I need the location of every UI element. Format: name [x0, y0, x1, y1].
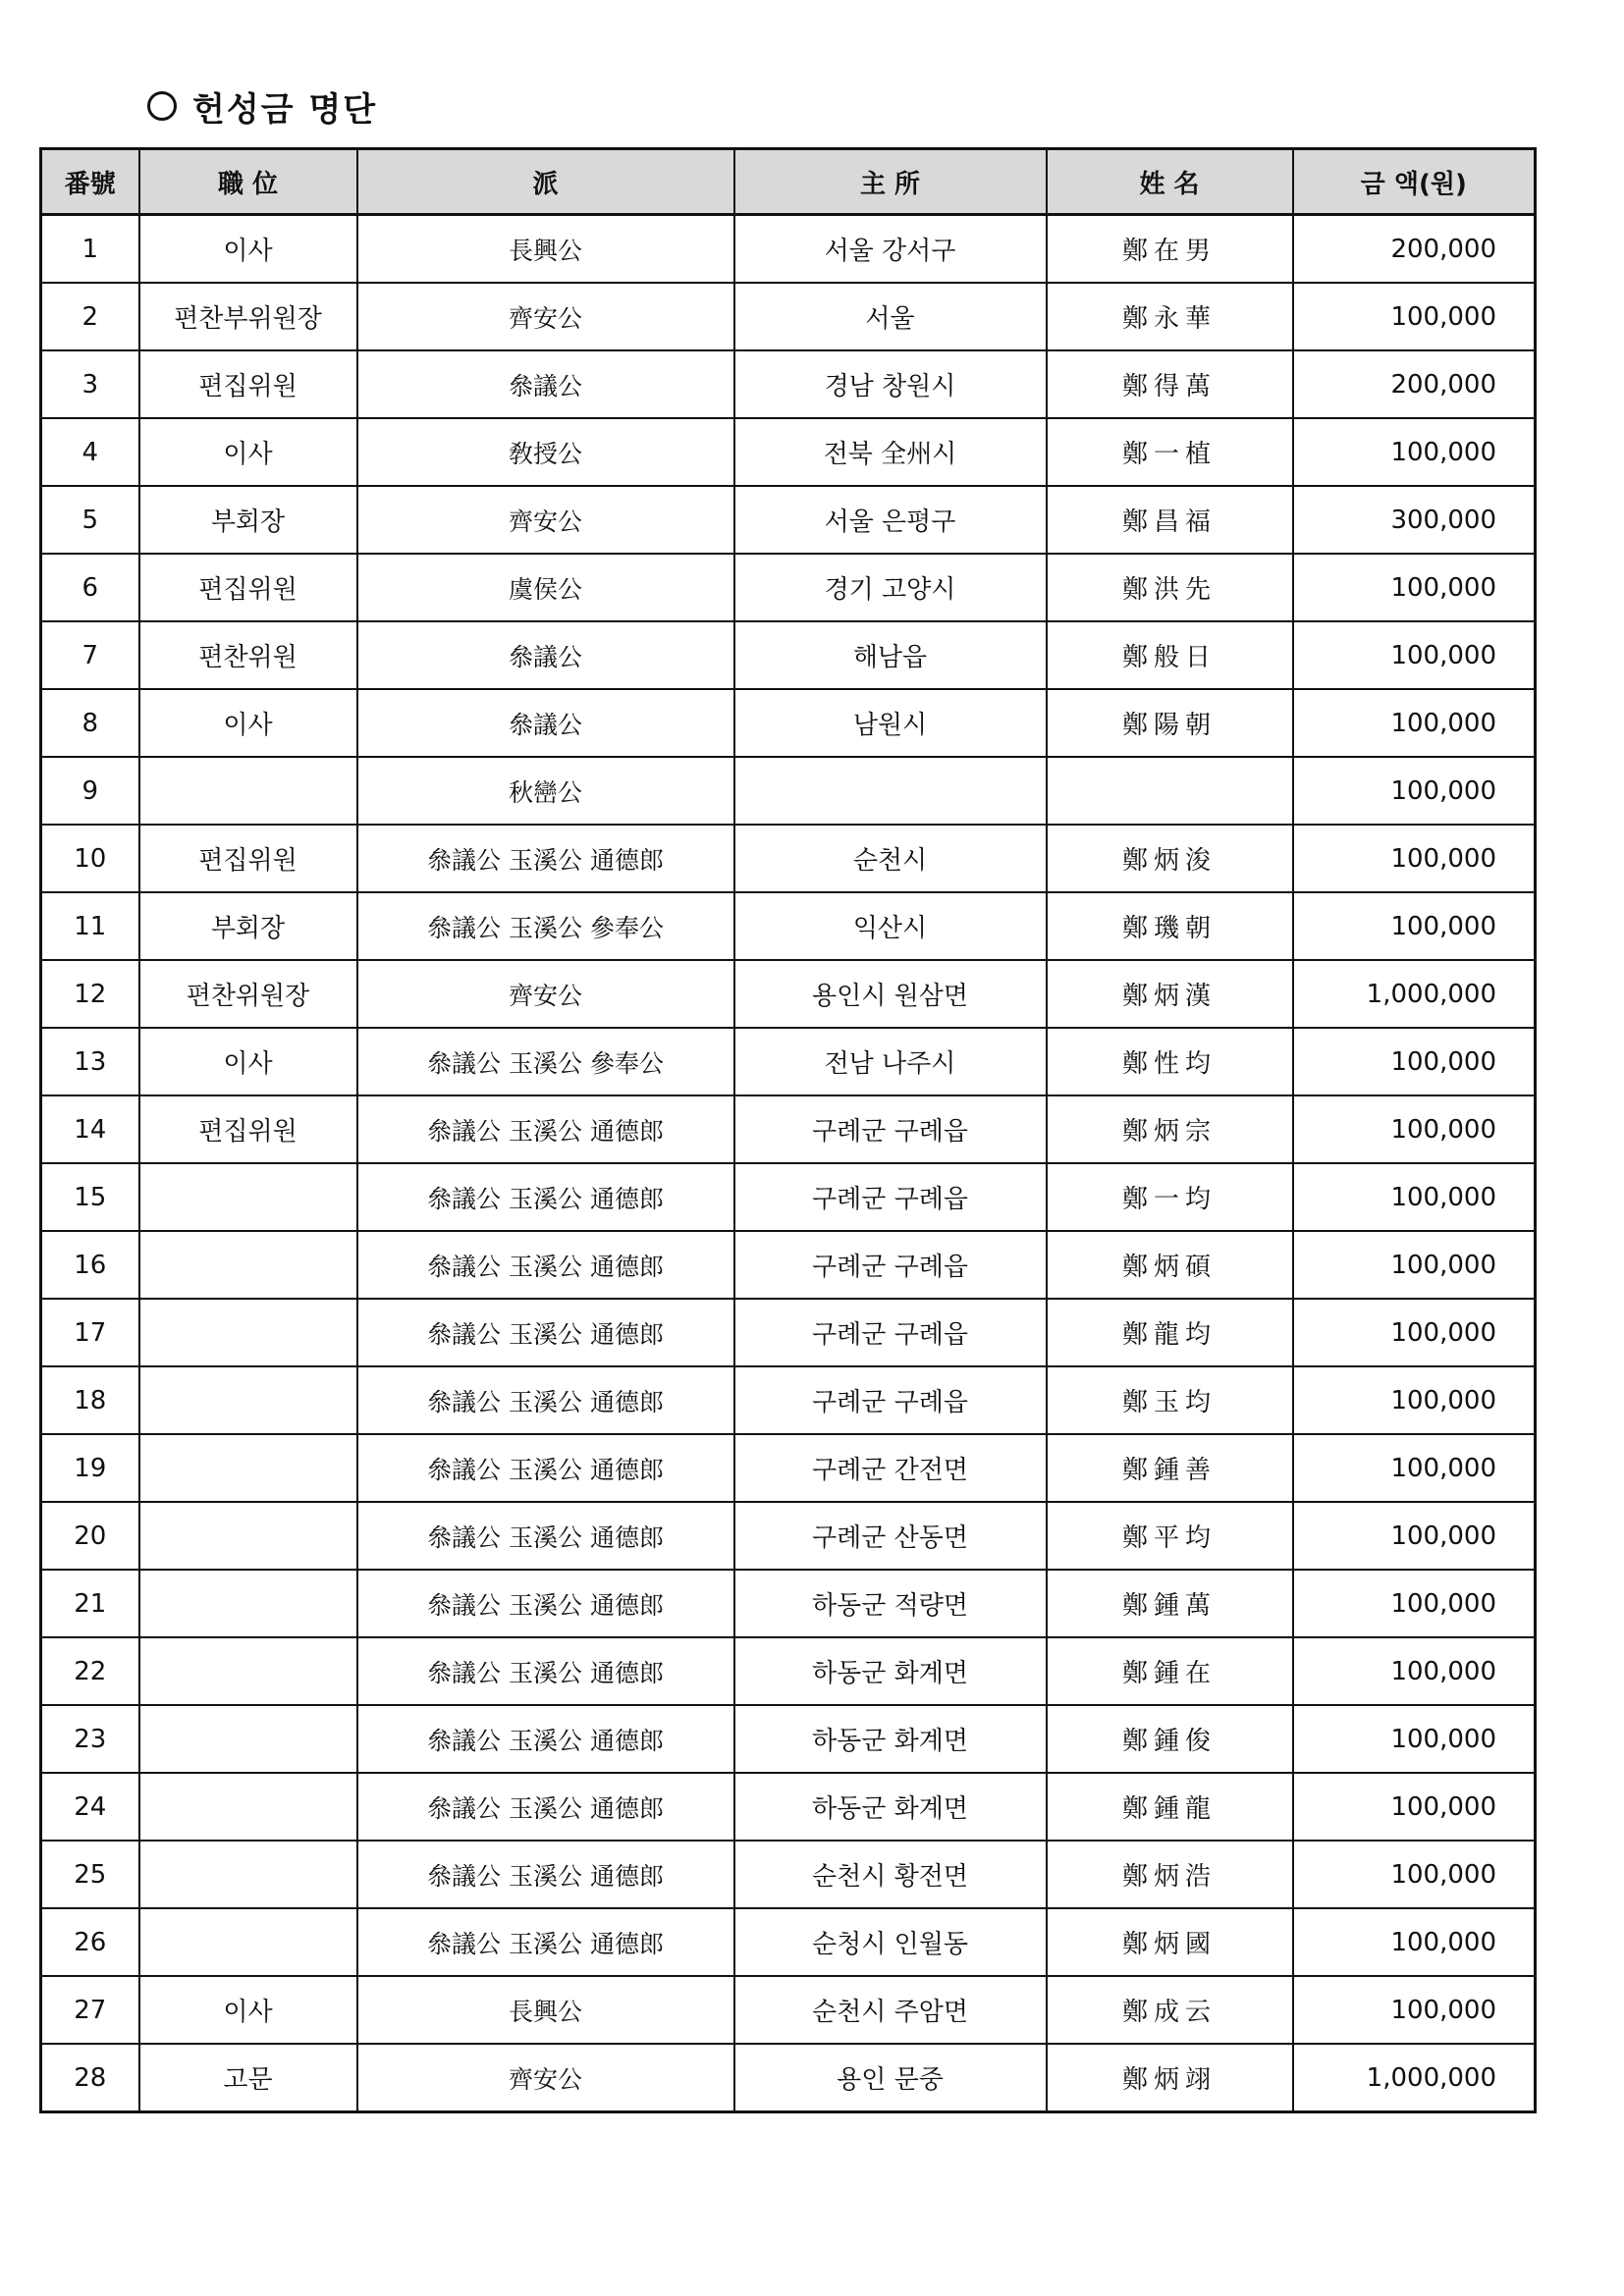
cell-branch: 叅議公 玉溪公 通德郎	[357, 1637, 734, 1705]
cell-address: 구례군 구례읍	[734, 1163, 1047, 1231]
cell-position: 부회장	[139, 486, 357, 554]
cell-branch: 叅議公 玉溪公 通德郎	[357, 1841, 734, 1908]
cell-number: 9	[41, 757, 139, 825]
table-row	[41, 1434, 1536, 1502]
cell-address: 전북 全州시	[734, 418, 1047, 486]
cell-position: 편집위원	[139, 825, 357, 892]
cell-address: 구례군 구례읍	[734, 1095, 1047, 1163]
table-row	[41, 215, 1536, 284]
cell-number: 21	[41, 1570, 139, 1637]
cell-address: 경남 창원시	[734, 350, 1047, 418]
cell-number: 1	[41, 215, 139, 284]
table-row	[41, 1095, 1536, 1163]
cell-number: 22	[41, 1637, 139, 1705]
cell-amount: 100,000	[1293, 1502, 1536, 1570]
cell-branch: 長興公	[357, 1976, 734, 2044]
cell-name: 鄭性均	[1047, 1028, 1293, 1095]
cell-name: 鄭炳漢	[1047, 960, 1293, 1028]
cell-address: 서울 강서구	[734, 215, 1047, 284]
cell-branch: 叅議公 玉溪公 通德郎	[357, 1502, 734, 1570]
cell-name: 鄭鍾在	[1047, 1637, 1293, 1705]
cell-branch: 齊安公	[357, 2044, 734, 2112]
table-row	[41, 554, 1536, 621]
cell-branch: 叅議公	[357, 689, 734, 757]
cell-position: 편찬부위원장	[139, 283, 357, 350]
cell-branch: 叅議公 玉溪公 通德郎	[357, 1095, 734, 1163]
cell-number: 28	[41, 2044, 139, 2112]
cell-name: 鄭陽朝	[1047, 689, 1293, 757]
cell-amount: 100,000	[1293, 1434, 1536, 1502]
cell-branch: 叅議公 玉溪公 通德郎	[357, 1908, 734, 1976]
cell-number: 14	[41, 1095, 139, 1163]
header-amount: 금 액(원)	[1293, 149, 1536, 215]
cell-number: 24	[41, 1773, 139, 1841]
cell-number: 4	[41, 418, 139, 486]
table-row	[41, 960, 1536, 1028]
cell-number: 10	[41, 825, 139, 892]
cell-amount: 100,000	[1293, 757, 1536, 825]
cell-number: 25	[41, 1841, 139, 1908]
cell-branch: 叅議公	[357, 350, 734, 418]
cell-number: 17	[41, 1299, 139, 1366]
cell-position	[139, 1841, 357, 1908]
cell-position	[139, 1502, 357, 1570]
donor-table	[39, 147, 1537, 2113]
table-row	[41, 1908, 1536, 1976]
cell-name: 鄭鍾龍	[1047, 1773, 1293, 1841]
cell-name: 鄭璣朝	[1047, 892, 1293, 960]
cell-address: 구례군 구례읍	[734, 1366, 1047, 1434]
cell-name: 鄭炳碩	[1047, 1231, 1293, 1299]
header-address: 主 所	[734, 149, 1047, 215]
cell-position: 고문	[139, 2044, 357, 2112]
cell-number: 15	[41, 1163, 139, 1231]
cell-amount: 100,000	[1293, 1637, 1536, 1705]
cell-name: 鄭炳宗	[1047, 1095, 1293, 1163]
cell-name: 鄭鍾善	[1047, 1434, 1293, 1502]
cell-name: 鄭炳國	[1047, 1908, 1293, 1976]
cell-address: 해남읍	[734, 621, 1047, 689]
cell-name: 鄭鍾俊	[1047, 1705, 1293, 1773]
cell-address: 용인시 원삼면	[734, 960, 1047, 1028]
cell-name: 鄭龍均	[1047, 1299, 1293, 1366]
cell-address: 하동군 화계면	[734, 1637, 1047, 1705]
cell-name: 鄭平均	[1047, 1502, 1293, 1570]
cell-address: 전남 나주시	[734, 1028, 1047, 1095]
cell-amount: 100,000	[1293, 892, 1536, 960]
cell-position	[139, 757, 357, 825]
table-row	[41, 825, 1536, 892]
cell-name: 鄭鍾萬	[1047, 1570, 1293, 1637]
cell-number: 5	[41, 486, 139, 554]
table-row	[41, 621, 1536, 689]
cell-address: 순청시 인월동	[734, 1908, 1047, 1976]
table-row	[41, 1502, 1536, 1570]
cell-amount: 100,000	[1293, 1095, 1536, 1163]
table-row	[41, 1570, 1536, 1637]
cell-name: 鄭在男	[1047, 215, 1293, 284]
table-row	[41, 1231, 1536, 1299]
cell-number: 3	[41, 350, 139, 418]
cell-amount: 100,000	[1293, 1705, 1536, 1773]
cell-branch: 敎授公	[357, 418, 734, 486]
header-number: 番號	[41, 149, 139, 215]
cell-position	[139, 1908, 357, 1976]
cell-number: 27	[41, 1976, 139, 2044]
table-row	[41, 1976, 1536, 2044]
cell-amount: 1,000,000	[1293, 960, 1536, 1028]
cell-position: 편집위원	[139, 1095, 357, 1163]
cell-position	[139, 1570, 357, 1637]
cell-position	[139, 1434, 357, 1502]
cell-address	[734, 757, 1047, 825]
cell-address: 하동군 화계면	[734, 1773, 1047, 1841]
cell-position	[139, 1366, 357, 1434]
header-position: 職 位	[139, 149, 357, 215]
cell-amount: 100,000	[1293, 825, 1536, 892]
table-row	[41, 2044, 1536, 2112]
cell-name	[1047, 757, 1293, 825]
table-row	[41, 1773, 1536, 1841]
cell-amount: 100,000	[1293, 1366, 1536, 1434]
cell-name: 鄭永華	[1047, 283, 1293, 350]
cell-branch: 叅議公 玉溪公 通德郎	[357, 1366, 734, 1434]
table-header-row	[41, 149, 1536, 215]
document-title	[147, 79, 377, 133]
cell-address: 서울	[734, 283, 1047, 350]
cell-position	[139, 1637, 357, 1705]
cell-branch: 叅議公 玉溪公 通德郎	[357, 825, 734, 892]
cell-number: 2	[41, 283, 139, 350]
cell-name: 鄭一均	[1047, 1163, 1293, 1231]
cell-branch: 虞侯公	[357, 554, 734, 621]
cell-position: 이사	[139, 418, 357, 486]
cell-address: 용인 문중	[734, 2044, 1047, 2112]
cell-amount: 200,000	[1293, 350, 1536, 418]
cell-amount: 100,000	[1293, 1299, 1536, 1366]
cell-address: 남원시	[734, 689, 1047, 757]
cell-amount: 100,000	[1293, 1570, 1536, 1637]
table-row	[41, 418, 1536, 486]
table-row	[41, 1841, 1536, 1908]
cell-amount: 100,000	[1293, 554, 1536, 621]
cell-position: 이사	[139, 1028, 357, 1095]
cell-number: 8	[41, 689, 139, 757]
cell-address: 구례군 간전면	[734, 1434, 1047, 1502]
table-row	[41, 1028, 1536, 1095]
circle-bullet-icon	[147, 91, 177, 121]
cell-amount: 100,000	[1293, 1231, 1536, 1299]
cell-amount: 100,000	[1293, 1976, 1536, 2044]
document-title-text: 헌성금 명단	[192, 89, 378, 130]
cell-branch: 叅議公 玉溪公 通德郎	[357, 1705, 734, 1773]
cell-amount: 100,000	[1293, 689, 1536, 757]
table-row	[41, 283, 1536, 350]
cell-position: 부회장	[139, 892, 357, 960]
table-row	[41, 1163, 1536, 1231]
cell-amount: 100,000	[1293, 283, 1536, 350]
cell-position	[139, 1163, 357, 1231]
cell-number: 13	[41, 1028, 139, 1095]
cell-number: 12	[41, 960, 139, 1028]
cell-position: 이사	[139, 215, 357, 284]
cell-address: 순천시	[734, 825, 1047, 892]
cell-position	[139, 1231, 357, 1299]
table-row	[41, 757, 1536, 825]
cell-address: 서울 은평구	[734, 486, 1047, 554]
cell-position	[139, 1299, 357, 1366]
cell-name: 鄭得萬	[1047, 350, 1293, 418]
cell-address: 익산시	[734, 892, 1047, 960]
table-row	[41, 689, 1536, 757]
table-row	[41, 1705, 1536, 1773]
table-row	[41, 1299, 1536, 1366]
cell-number: 11	[41, 892, 139, 960]
cell-number: 16	[41, 1231, 139, 1299]
cell-position: 편찬위원장	[139, 960, 357, 1028]
cell-branch: 叅議公 玉溪公 參奉公	[357, 1028, 734, 1095]
table-row	[41, 486, 1536, 554]
cell-name: 鄭玉均	[1047, 1366, 1293, 1434]
cell-amount: 300,000	[1293, 486, 1536, 554]
table-body	[41, 215, 1536, 2112]
cell-position: 이사	[139, 1976, 357, 2044]
cell-branch: 叅議公 玉溪公 參奉公	[357, 892, 734, 960]
cell-address: 순천시 황전면	[734, 1841, 1047, 1908]
cell-position	[139, 1705, 357, 1773]
cell-branch: 秋巒公	[357, 757, 734, 825]
cell-amount: 100,000	[1293, 621, 1536, 689]
cell-number: 19	[41, 1434, 139, 1502]
cell-name: 鄭昌福	[1047, 486, 1293, 554]
cell-amount: 100,000	[1293, 1908, 1536, 1976]
cell-amount: 100,000	[1293, 1773, 1536, 1841]
cell-position: 편집위원	[139, 554, 357, 621]
cell-number: 20	[41, 1502, 139, 1570]
table-row	[41, 892, 1536, 960]
cell-branch: 叅議公 玉溪公 通德郎	[357, 1773, 734, 1841]
cell-name: 鄭洪先	[1047, 554, 1293, 621]
cell-address: 구례군 구례읍	[734, 1231, 1047, 1299]
cell-amount: 100,000	[1293, 1841, 1536, 1908]
cell-address: 경기 고양시	[734, 554, 1047, 621]
cell-name: 鄭炳浩	[1047, 1841, 1293, 1908]
table-row	[41, 1366, 1536, 1434]
cell-address: 하동군 적량면	[734, 1570, 1047, 1637]
cell-address: 순천시 주암면	[734, 1976, 1047, 2044]
cell-branch: 齊安公	[357, 486, 734, 554]
cell-number: 23	[41, 1705, 139, 1773]
table-row	[41, 1637, 1536, 1705]
cell-amount: 100,000	[1293, 1163, 1536, 1231]
cell-name: 鄭炳翊	[1047, 2044, 1293, 2112]
cell-address: 구례군 구례읍	[734, 1299, 1047, 1366]
cell-branch: 叅議公 玉溪公 通德郎	[357, 1434, 734, 1502]
cell-position: 편찬위원	[139, 621, 357, 689]
cell-name: 鄭般日	[1047, 621, 1293, 689]
cell-position	[139, 1773, 357, 1841]
cell-branch: 叅議公 玉溪公 通德郎	[357, 1163, 734, 1231]
cell-address: 구례군 산동면	[734, 1502, 1047, 1570]
cell-branch: 齊安公	[357, 960, 734, 1028]
cell-branch: 叅議公 玉溪公 通德郎	[357, 1299, 734, 1366]
cell-amount: 100,000	[1293, 1028, 1536, 1095]
table-row	[41, 350, 1536, 418]
cell-position: 편집위원	[139, 350, 357, 418]
cell-number: 6	[41, 554, 139, 621]
cell-branch: 叅議公 玉溪公 通德郎	[357, 1231, 734, 1299]
cell-address: 하동군 화계면	[734, 1705, 1047, 1773]
header-branch: 派	[357, 149, 734, 215]
cell-branch: 長興公	[357, 215, 734, 284]
cell-position: 이사	[139, 689, 357, 757]
cell-amount: 200,000	[1293, 215, 1536, 284]
cell-number: 26	[41, 1908, 139, 1976]
cell-name: 鄭一植	[1047, 418, 1293, 486]
cell-branch: 叅議公 玉溪公 通德郎	[357, 1570, 734, 1637]
cell-branch: 齊安公	[357, 283, 734, 350]
header-name: 姓 名	[1047, 149, 1293, 215]
cell-number: 7	[41, 621, 139, 689]
cell-number: 18	[41, 1366, 139, 1434]
cell-amount: 100,000	[1293, 418, 1536, 486]
cell-name: 鄭成云	[1047, 1976, 1293, 2044]
cell-name: 鄭炳浚	[1047, 825, 1293, 892]
cell-branch: 叅議公	[357, 621, 734, 689]
cell-amount: 1,000,000	[1293, 2044, 1536, 2112]
